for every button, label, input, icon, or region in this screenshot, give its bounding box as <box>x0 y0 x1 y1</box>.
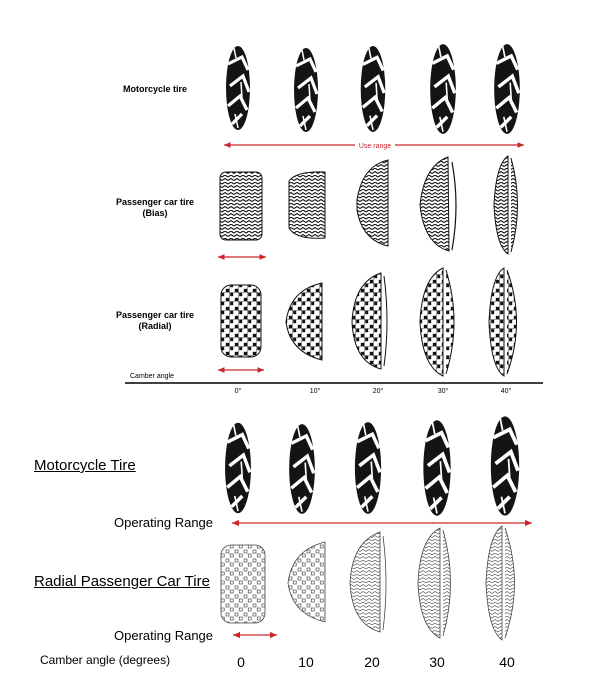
bottom-angle-0: 0 <box>237 654 245 670</box>
bottom-angle-30: 30 <box>429 654 445 670</box>
row-label-radial-line1: Passenger car tire <box>115 310 195 320</box>
top-radial-tire-20 <box>352 273 387 369</box>
operating-range-label-bottom: Operating Range <box>114 628 214 643</box>
top-radial-row <box>221 268 517 376</box>
bottom-angle-40: 40 <box>499 654 515 670</box>
top-moto-tire-0 <box>226 46 250 130</box>
top-bias-tire-40 <box>494 156 518 254</box>
top-moto-tire-30 <box>430 44 456 134</box>
top-bias-row <box>220 156 518 254</box>
row-label-radial-line2: (Radial) <box>138 321 172 331</box>
bottom-angle-20: 20 <box>364 654 380 670</box>
operating-range-label-top: Operating Range <box>114 515 214 530</box>
top-use-range-label: Use range <box>358 143 392 150</box>
bottom-moto-tire-20 <box>355 422 381 514</box>
top-radial-tire-40 <box>489 268 517 376</box>
bottom-moto-tire-40 <box>491 416 519 515</box>
bottom-motorcycle-row <box>225 416 519 515</box>
top-camber-label: Camber angle <box>130 373 174 380</box>
top-radial-tire-0 <box>221 285 261 357</box>
bottom-moto-tire-10 <box>289 424 315 514</box>
top-angle-0: 0° <box>234 388 242 395</box>
bottom-camber-label: Camber angle (degrees) <box>40 653 171 667</box>
bottom-moto-tire-0 <box>225 423 251 513</box>
row-label-bias-line1: Passenger car tire <box>115 197 195 207</box>
top-bias-tire-10 <box>289 172 325 238</box>
bottom-radial-row <box>221 526 515 640</box>
top-radial-tire-10 <box>286 283 322 360</box>
bottom-moto-tire-30 <box>423 420 450 515</box>
row-label-bias-line2: (Bias) <box>142 208 168 218</box>
top-bias-tire-30 <box>420 157 456 251</box>
top-moto-tire-20 <box>361 46 386 132</box>
top-angle-40: 40° <box>500 388 512 395</box>
top-bias-tire-0 <box>220 172 262 240</box>
bottom-radial-tire-30 <box>418 528 451 638</box>
row-label-motorcycle-text: Motorcycle tire <box>122 84 188 94</box>
top-radial-tire-30 <box>420 268 454 376</box>
bottom-radial-tire-0 <box>221 545 265 623</box>
top-moto-tire-40 <box>494 44 520 134</box>
bottom-radial-tire-20 <box>350 532 386 632</box>
top-angle-20: 20° <box>372 388 384 395</box>
top-angle-30: 30° <box>437 388 449 395</box>
radial-tire-label: Radial Passenger Car Tire <box>34 573 210 590</box>
top-bias-tire-20 <box>357 160 388 246</box>
top-moto-tire-10 <box>294 48 318 132</box>
top-angle-10: 10° <box>309 388 321 395</box>
top-motorcycle-row <box>226 44 520 134</box>
bottom-radial-tire-10 <box>288 542 325 622</box>
bottom-angle-10: 10 <box>298 654 314 670</box>
motorcycle-tire-label: Motorcycle Tire <box>34 457 136 474</box>
bottom-radial-tire-40 <box>486 526 515 640</box>
